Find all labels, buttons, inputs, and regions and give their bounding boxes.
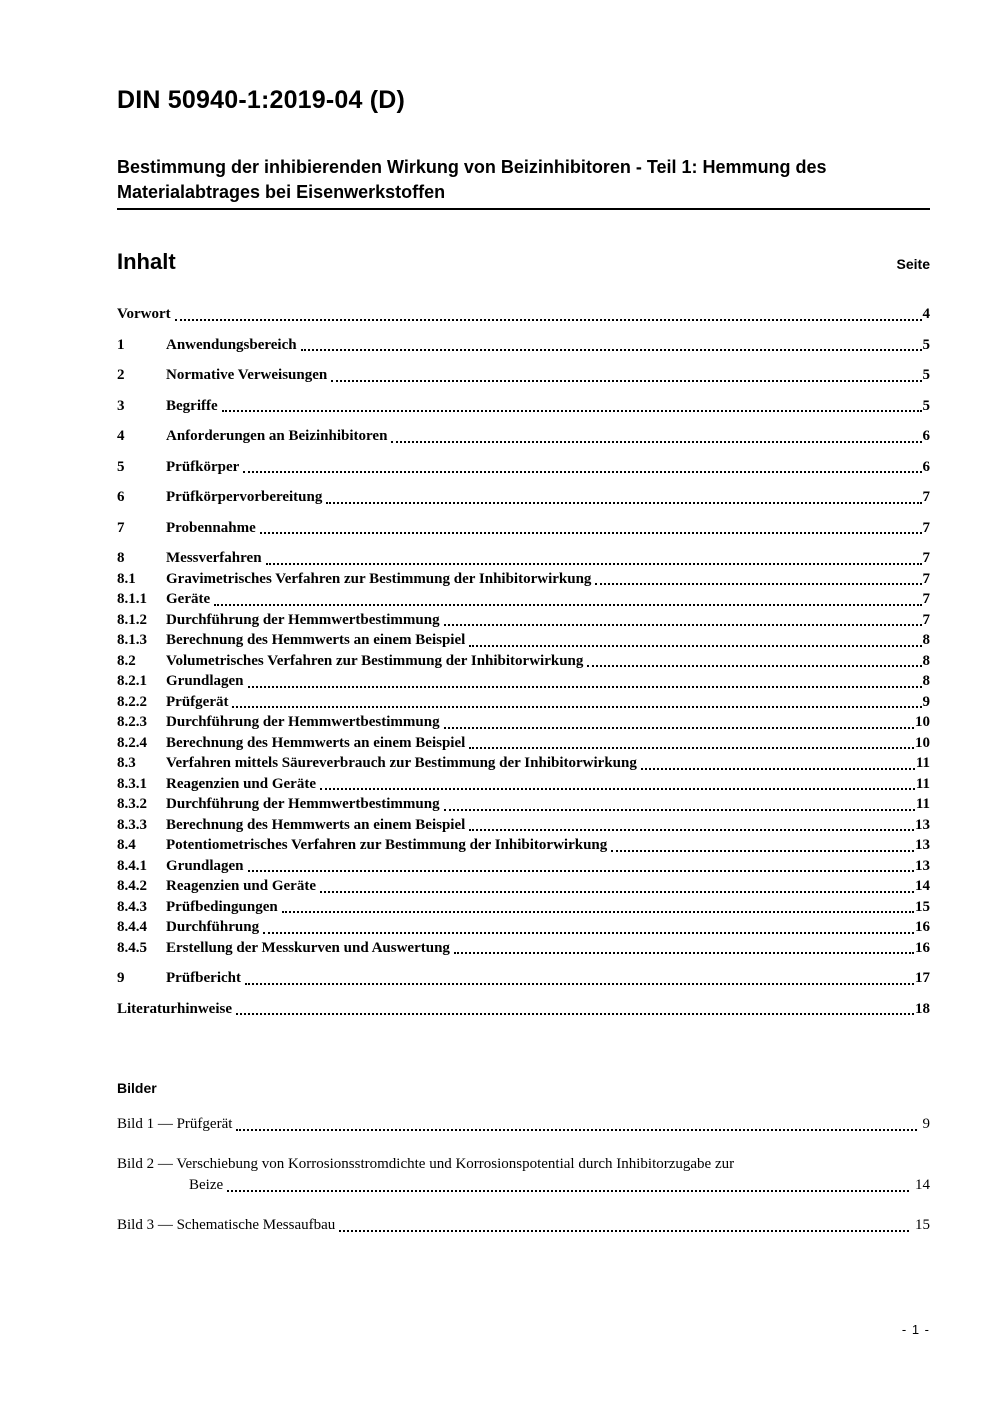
toc-entry-title: Anforderungen an Beizinhibitoren — [166, 428, 388, 444]
toc-leader-dots — [232, 692, 921, 713]
toc-entry — [117, 518, 930, 539]
toc-entry-title: Volumetrisches Verfahren zur Bestimmung der Inhibitorwirkung — [166, 652, 584, 669]
toc-entry-title: Verfahren mittels Säureverbrauch zur Bestimmung der Inhibitorwirkung — [166, 755, 637, 771]
toc-entry-number: 8.1.1 — [117, 591, 147, 607]
figure-entry-page: 14 — [915, 1177, 930, 1193]
toc-entry-title: Potentiometrisches Verfahren zur Bestimmung der Inhibitorwirkung — [166, 837, 608, 853]
toc-entry-page: 13 — [915, 837, 930, 853]
toc-entry-number: 8.3.1 — [117, 775, 147, 792]
toc-entry — [117, 712, 930, 733]
toc-entry — [117, 774, 930, 795]
toc-entry-number: 8.4.1 — [117, 857, 147, 874]
figures-heading: Bilder — [117, 1080, 157, 1096]
toc-entry-page: 5 — [922, 397, 930, 414]
toc-leader-dots — [236, 999, 914, 1020]
toc-leader-dots — [260, 518, 922, 539]
toc-entry — [117, 335, 930, 356]
toc-entry-page: 11 — [915, 755, 930, 771]
toc-entry-title: Durchführung der Hemmwertbestimmung — [166, 796, 440, 812]
toc-entry-page: 10 — [915, 714, 930, 730]
toc-leader-dots — [320, 774, 915, 795]
toc-entry-title: Geräte — [166, 591, 211, 607]
toc-entry-page: 10 — [915, 734, 930, 751]
toc-entry — [117, 753, 930, 774]
toc-entry-page: 16 — [915, 919, 930, 935]
toc-entry-page: 11 — [915, 775, 930, 792]
toc-entry — [117, 671, 930, 692]
toc-entry — [117, 457, 930, 478]
toc-leader-dots — [444, 794, 915, 815]
toc-list — [117, 304, 930, 1019]
toc-entry — [117, 548, 930, 569]
toc-entry-page: 8 — [922, 632, 930, 648]
toc-entry-number: 1 — [117, 336, 125, 353]
toc-entry-number: 8.3.3 — [117, 816, 147, 833]
toc-entry-page: 5 — [922, 367, 930, 383]
toc-entry-page: 5 — [922, 336, 930, 353]
toc-entry-number: 8.2.3 — [117, 714, 147, 730]
toc-leader-dots — [391, 426, 921, 447]
figure-entry-title-continued: Beize — [189, 1177, 224, 1193]
toc-entry-title: Anwendungsbereich — [166, 336, 297, 353]
toc-entry-number: 8.2.2 — [117, 693, 147, 710]
toc-leader-dots — [263, 917, 914, 938]
toc-entry — [117, 589, 930, 610]
toc-entry-number: 8.4.4 — [117, 919, 147, 935]
toc-entry-title: Messverfahren — [166, 550, 262, 566]
figure-entry-title: Bild 3 — Schematische Messaufbau — [117, 1217, 336, 1233]
toc-entry — [117, 999, 930, 1020]
toc-entry-title: Vorwort — [117, 306, 171, 322]
toc-entry — [117, 835, 930, 856]
toc-entry-number: 3 — [117, 397, 125, 414]
toc-leader-dots — [444, 712, 914, 733]
toc-entry-page: 7 — [922, 489, 930, 505]
toc-leader-dots — [214, 589, 921, 610]
figure-entry-title: Bild 2 — Verschiebung von Korrosionsstromdichte und Korrosionspotential durch Inhibitorzugabe zur — [117, 1156, 735, 1172]
toc-entry-title: Begriffe — [166, 397, 218, 414]
toc-leader-dots — [320, 876, 914, 897]
toc-entry — [117, 897, 930, 918]
toc-entry — [117, 569, 930, 590]
toc-entry — [117, 856, 930, 877]
toc-entry — [117, 692, 930, 713]
toc-entry-title: Probennahme — [166, 519, 256, 536]
toc-leader-dots — [587, 651, 921, 672]
toc-entry-page: 4 — [922, 306, 930, 322]
toc-leader-dots — [248, 671, 922, 692]
toc-entry-title: Berechnung des Hemmwerts an einem Beispiel — [166, 734, 466, 751]
toc-leader-dots — [641, 753, 915, 774]
toc-leader-dots — [301, 335, 922, 356]
toc-page-column-label: Seite — [896, 256, 930, 272]
toc-entry — [117, 968, 930, 989]
figure-entry-page: 9 — [922, 1116, 930, 1132]
toc-entry-title: Normative Verweisungen — [166, 367, 328, 383]
figure-entry-title: Bild 1 — Prüfgerät — [117, 1116, 233, 1132]
toc-heading: Inhalt — [117, 249, 176, 274]
toc-entry-title: Grundlagen — [166, 857, 244, 874]
toc-entry-number: 2 — [117, 367, 125, 383]
toc-entry — [117, 426, 930, 447]
toc-entry-title: Berechnung des Hemmwerts an einem Beispiel — [166, 632, 466, 648]
toc-entry-page: 6 — [922, 428, 930, 444]
figure-entry-page: 15 — [915, 1217, 930, 1233]
toc-leader-dots — [266, 548, 922, 569]
toc-entry-page: 7 — [922, 591, 930, 607]
toc-entry-number: 8.1.3 — [117, 632, 147, 648]
document-title: Bestimmung der inhibierenden Wirkung von Beizinhibitoren - Teil 1: Hemmung des Materialabtrages bei Eisenwerkstoffen — [117, 155, 930, 210]
page-number-footer: - 1 - — [901, 1322, 930, 1337]
toc-entry-page: 15 — [915, 898, 930, 915]
figure-entry-continuation — [117, 1175, 930, 1196]
toc-leader-dots — [611, 835, 914, 856]
toc-leader-dots — [469, 630, 921, 651]
toc-entry-number: 8.1 — [117, 570, 136, 587]
figure-entry-row — [117, 1114, 930, 1135]
toc-entry-title: Prüfkörper — [166, 458, 240, 475]
figure-entry-row — [117, 1215, 930, 1236]
toc-entry-number: 8.2 — [117, 652, 136, 669]
toc-entry-number: 9 — [117, 970, 125, 986]
toc-entry — [117, 630, 930, 651]
toc-entry-number: 5 — [117, 458, 125, 475]
toc-entry-number: 8 — [117, 550, 125, 566]
toc-entry-number: 4 — [117, 428, 125, 444]
toc-entry-title: Prüfkörpervorbereitung — [166, 489, 323, 505]
toc-leader-dots — [248, 856, 914, 877]
toc-entry-page: 7 — [922, 570, 930, 587]
toc-entry — [117, 365, 930, 386]
toc-entry-number: 8.2.4 — [117, 734, 147, 751]
toc-entry-title: Berechnung des Hemmwerts an einem Beispiel — [166, 816, 466, 833]
toc-leader-dots — [444, 610, 922, 631]
figure-entry — [117, 1114, 930, 1135]
document-number: DIN 50940-1:2019-04 (D) — [117, 86, 406, 114]
toc-entry — [117, 815, 930, 836]
toc-entry-title: Literaturhinweise — [117, 1000, 232, 1017]
figure-entry — [117, 1215, 930, 1236]
toc-entry-number: 8.3.2 — [117, 796, 147, 812]
toc-entry-page: 13 — [915, 857, 930, 874]
toc-leader-dots — [326, 487, 921, 508]
toc-entry-title: Durchführung der Hemmwertbestimmung — [166, 611, 440, 628]
toc-entry-page: 7 — [922, 550, 930, 566]
figures-list — [117, 1114, 930, 1236]
toc-entry-title: Reagenzien und Geräte — [166, 775, 316, 792]
toc-entry-number: 8.3 — [117, 755, 136, 771]
toc-entry-title: Reagenzien und Geräte — [166, 878, 316, 894]
toc-entry-page: 7 — [922, 611, 930, 628]
toc-entry-title: Prüfbericht — [166, 970, 241, 986]
toc-entry-title: Grundlagen — [166, 673, 244, 689]
toc-entry-page: 7 — [922, 519, 930, 536]
toc-entry — [117, 876, 930, 897]
toc-entry — [117, 304, 930, 325]
toc-entry — [117, 396, 930, 417]
toc-entry-title: Gravimetrisches Verfahren zur Bestimmung der Inhibitorwirkung — [166, 570, 592, 587]
toc-leader-dots — [454, 938, 914, 959]
toc-entry-page: 9 — [922, 693, 930, 710]
toc-leader-dots — [222, 396, 922, 417]
toc-entry-number: 8.4 — [117, 837, 136, 853]
figure-leader-dots — [227, 1175, 909, 1196]
toc-leader-dots — [175, 304, 922, 325]
toc-entry-title: Prüfgerät — [166, 693, 229, 710]
toc-entry-number: 6 — [117, 489, 125, 505]
toc-entry-title: Erstellung der Messkurven und Auswertung — [166, 939, 450, 956]
toc-entry-number: 8.2.1 — [117, 673, 147, 689]
toc-entry-title: Prüfbedingungen — [166, 898, 278, 915]
toc-entry-number: 7 — [117, 519, 125, 536]
toc-leader-dots — [282, 897, 914, 918]
figure-entry — [117, 1154, 930, 1196]
toc-leader-dots — [595, 569, 921, 590]
toc-leader-dots — [469, 733, 914, 754]
toc-entry-title: Durchführung der Hemmwertbestimmung — [166, 714, 440, 730]
toc-entry-page: 17 — [915, 970, 930, 986]
toc-entry — [117, 610, 930, 631]
toc-entry-page: 6 — [922, 458, 930, 475]
toc-entry-title: Durchführung — [166, 919, 260, 935]
toc-entry-number: 8.4.3 — [117, 898, 147, 915]
toc-entry — [117, 487, 930, 508]
toc-header-row — [117, 248, 930, 276]
toc-entry — [117, 938, 930, 959]
toc-entry — [117, 733, 930, 754]
toc-entry-number: 8.4.2 — [117, 878, 147, 894]
toc-entry — [117, 651, 930, 672]
toc-entry-number: 8.1.2 — [117, 611, 147, 628]
figure-leader-dots — [236, 1114, 916, 1135]
toc-entry-page: 8 — [922, 673, 930, 689]
toc-entry-page: 11 — [915, 796, 930, 812]
toc-leader-dots — [469, 815, 914, 836]
toc-entry-number: 8.4.5 — [117, 939, 147, 956]
toc-entry — [117, 794, 930, 815]
figure-leader-dots — [339, 1215, 909, 1236]
toc-leader-dots — [245, 968, 914, 989]
toc-entry-page: 18 — [915, 1000, 930, 1017]
toc-entry-page: 14 — [915, 878, 930, 894]
toc-entry-page: 13 — [915, 816, 930, 833]
toc-entry-page: 8 — [922, 652, 930, 669]
toc-leader-dots — [243, 457, 921, 478]
toc-leader-dots — [331, 365, 921, 386]
toc-entry-page: 16 — [915, 939, 930, 956]
toc-entry — [117, 917, 930, 938]
